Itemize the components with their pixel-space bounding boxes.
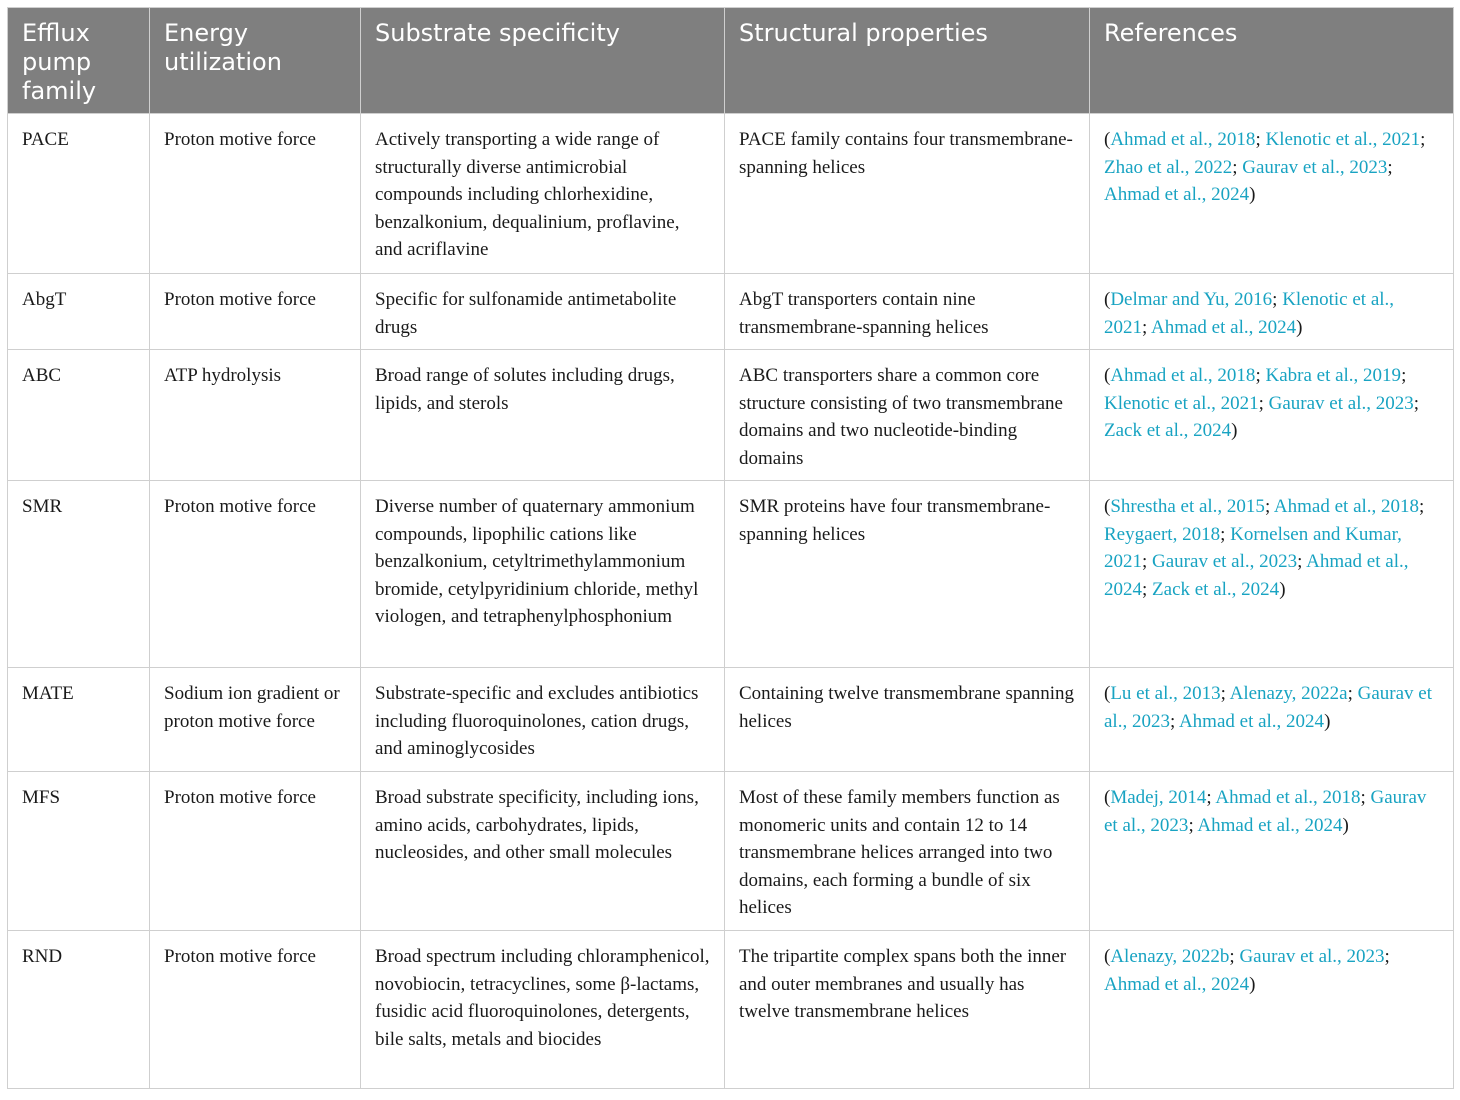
cell-family: MFS — [8, 772, 150, 931]
cell-family: MATE — [8, 668, 150, 772]
reference-link[interactable]: Ahmad et al., 2024 — [1104, 551, 1409, 600]
cell-substrate: Diverse number of quaternary ammonium compounds, lipophilic cations like benzalkonium, cetyltrimethylammonium bromide, cetylpyridinium chloride, methyl viologen, and tetraphenylphosphonium — [361, 481, 725, 668]
reference-link[interactable]: Klenotic et al., 2021 — [1265, 129, 1421, 150]
cell-references: (Lu et al., 2013; Alenazy, 2022a; Gaurav et al., 2023; Ahmad et al., 2024) — [1090, 668, 1454, 772]
cell-references: (Madej, 2014; Ahmad et al., 2018; Gaurav et al., 2023; Ahmad et al., 2024) — [1090, 772, 1454, 931]
cell-family: ABC — [8, 350, 150, 481]
reference-link[interactable]: Kabra et al., 2019 — [1265, 365, 1402, 386]
header-family: Efflux pump family — [8, 8, 150, 114]
table-row — [8, 668, 1454, 772]
reference-link[interactable]: Klenotic et al., 2021 — [1104, 392, 1259, 414]
reference-link[interactable]: Shrestha et al., 2015 — [1110, 496, 1265, 517]
header-substrate: Substrate specificity — [361, 8, 725, 114]
cell-structure: Most of these family members function as monomeric units and contain 12 to 14 transmembrane helices arranged into two domains, each forming a bundle of six helices — [725, 772, 1090, 931]
cell-references: (Ahmad et al., 2018; Klenotic et al., 2021; Zhao et al., 2022; Gaurav et al., 2023; Ahmad et al., 2024) — [1090, 114, 1454, 274]
cell-structure: AbgT transporters contain nine transmembrane-spanning helices — [725, 274, 1090, 350]
reference-link[interactable]: Kornelsen and Kumar, 2021 — [1104, 523, 1402, 572]
cell-family: SMR — [8, 481, 150, 668]
cell-references: (Shrestha et al., 2015; Ahmad et al., 2018; Reygaert, 2018; Kornelsen and Kumar, 2021; Gaurav et al., 2023; Ahmad et al., 2024; Zack et al., 2024) — [1090, 481, 1454, 668]
cell-energy: Proton motive force — [150, 114, 361, 274]
reference-link[interactable]: Zhao et al., 2022 — [1104, 156, 1233, 178]
reference-link[interactable]: Madej, 2014 — [1110, 787, 1207, 808]
cell-substrate: Specific for sulfonamide antimetabolite drugs — [361, 274, 725, 350]
efflux-pump-table — [7, 7, 1454, 1089]
table-row — [8, 114, 1454, 274]
cell-energy: Proton motive force — [150, 481, 361, 668]
cell-energy: Proton motive force — [150, 274, 361, 350]
cell-energy: ATP hydrolysis — [150, 350, 361, 481]
table-body — [8, 114, 1454, 1089]
cell-structure: SMR proteins have four transmembrane-spanning helices — [725, 481, 1090, 668]
cell-references: (Alenazy, 2022b; Gaurav et al., 2023; Ahmad et al., 2024) — [1090, 931, 1454, 1089]
reference-link[interactable]: Gaurav et al., 2023 — [1104, 787, 1427, 836]
cell-energy: Proton motive force — [150, 931, 361, 1089]
reference-link[interactable]: Gaurav et al., 2023 — [1104, 683, 1433, 732]
reference-link[interactable]: Zack et al., 2024 — [1152, 578, 1280, 600]
table-row — [8, 350, 1454, 481]
cell-energy: Sodium ion gradient or proton motive force — [150, 668, 361, 772]
cell-references: (Ahmad et al., 2018; Kabra et al., 2019; Klenotic et al., 2021; Gaurav et al., 2023; Zack et al., 2024) — [1090, 350, 1454, 481]
cell-energy: Proton motive force — [150, 772, 361, 931]
cell-structure: PACE family contains four transmembrane-spanning helices — [725, 114, 1090, 274]
reference-link[interactable]: Alenazy, 2022a — [1229, 683, 1348, 704]
header-row — [8, 8, 1454, 114]
cell-substrate: Actively transporting a wide range of structurally diverse antimicrobial compounds including chlorhexidine, benzalkonium, dequalinium, proflavine, and acriflavine — [361, 114, 725, 274]
reference-link[interactable]: Ahmad et al., 2018 — [1110, 365, 1256, 386]
reference-link[interactable]: Ahmad et al., 2024 — [1104, 973, 1250, 995]
cell-references: (Delmar and Yu, 2016; Klenotic et al., 2021; Ahmad et al., 2024) — [1090, 274, 1454, 350]
reference-link[interactable]: Delmar and Yu, 2016 — [1110, 289, 1273, 310]
cell-substrate: Broad range of solutes including drugs, lipids, and sterols — [361, 350, 725, 481]
table-row — [8, 481, 1454, 668]
cell-structure: ABC transporters share a common core structure consisting of two transmembrane domains and two nucleotide-binding domains — [725, 350, 1090, 481]
reference-link[interactable]: Ahmad et al., 2024 — [1104, 184, 1250, 205]
reference-link[interactable]: Ahmad et al., 2018 — [1273, 496, 1420, 517]
table-row — [8, 274, 1454, 350]
cell-substrate: Broad spectrum including chloramphenicol, novobiocin, tetracyclines, some β-lactams, fusidic acid fluoroquinolones, detergents, bile salts, metals and biocides — [361, 931, 725, 1089]
table-row — [8, 772, 1454, 931]
cell-family: AbgT — [8, 274, 150, 350]
table-row — [8, 931, 1454, 1089]
header-references: References — [1090, 8, 1454, 114]
reference-link[interactable]: Gaurav et al., 2023 — [1239, 946, 1385, 967]
cell-family: RND — [8, 931, 150, 1089]
reference-link[interactable]: Gaurav et al., 2023 — [1268, 392, 1414, 414]
cell-structure: The tripartite complex spans both the inner and outer membranes and usually has twelve transmembrane helices — [725, 931, 1090, 1089]
reference-link[interactable]: Ahmad et al., 2024 — [1150, 316, 1297, 338]
reference-link[interactable]: Ahmad et al., 2018 — [1110, 129, 1256, 150]
cell-substrate: Broad substrate specificity, including ions, amino acids, carbohydrates, lipids, nucleosides, and other small molecules — [361, 772, 725, 931]
reference-link[interactable]: Ahmad et al., 2024 — [1197, 814, 1343, 836]
reference-link[interactable]: Lu et al., 2013 — [1110, 683, 1221, 704]
reference-link[interactable]: Gaurav et al., 2023 — [1152, 551, 1298, 572]
cell-structure: Containing twelve transmembrane spanning helices — [725, 668, 1090, 772]
cell-substrate: Substrate-specific and excludes antibiotics including fluoroquinolones, cation drugs, and aminoglycosides — [361, 668, 725, 772]
reference-link[interactable]: Alenazy, 2022b — [1110, 946, 1230, 967]
reference-link[interactable]: Reygaert, 2018 — [1104, 523, 1221, 545]
cell-family: PACE — [8, 114, 150, 274]
reference-link[interactable]: Gaurav et al., 2023 — [1242, 156, 1388, 178]
header-energy: Energy utilization — [150, 8, 361, 114]
reference-link[interactable]: Ahmad et al., 2024 — [1178, 710, 1325, 732]
reference-link[interactable]: Ahmad et al., 2018 — [1215, 787, 1361, 808]
reference-link[interactable]: Zack et al., 2024 — [1104, 420, 1232, 441]
reference-link[interactable]: Klenotic et al., 2021 — [1104, 289, 1395, 338]
header-structure: Structural properties — [725, 8, 1090, 114]
